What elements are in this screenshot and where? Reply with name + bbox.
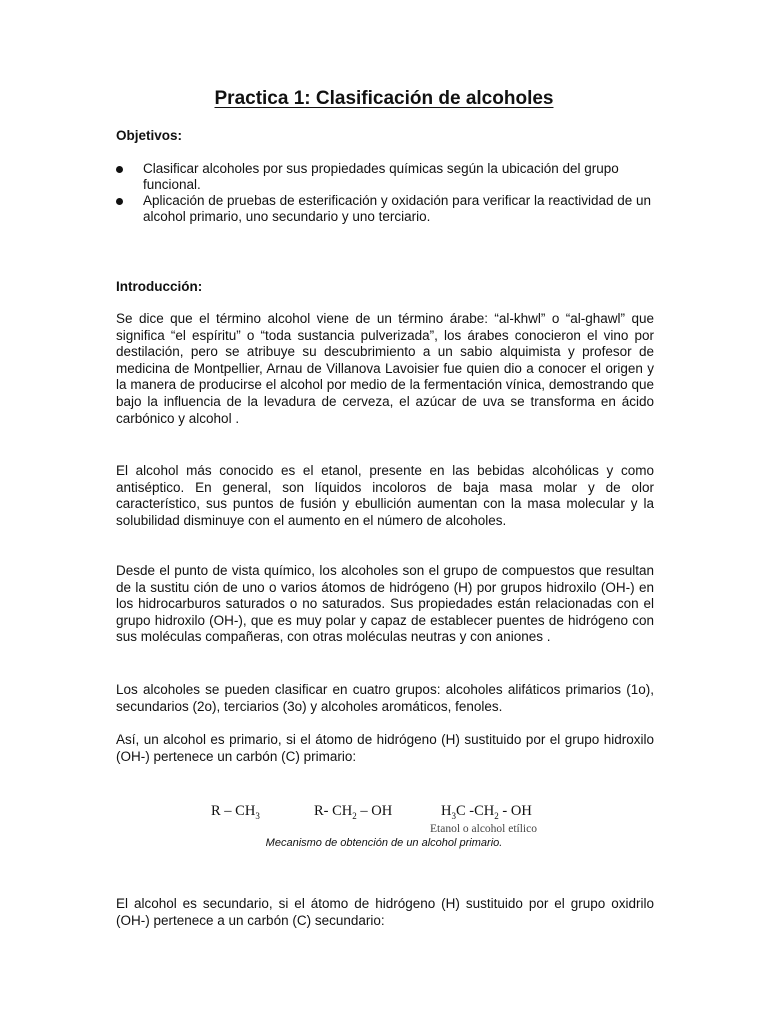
- formula-primary-alcohol: R- $CH_2$ – OH: [314, 803, 393, 821]
- paragraph: Los alcoholes se pueden clasificar en cuatro grupos: alcoholes alifáticos primarios (1o), secundarios (2o), terciarios (3o) y alcoholes aromáticos, fenoles.: [116, 682, 654, 714]
- page-title-text: Practica 1: Clasificación de alcoholes: [214, 88, 554, 109]
- list-item-text: Clasificar alcoholes por sus propiedades químicas según la ubicación del grupo funcional.: [143, 161, 619, 192]
- bullet-icon: [116, 166, 123, 173]
- formula-ethanol: $H_3C$ $-CH_2$ - OH: [441, 803, 532, 821]
- paragraph: Se dice que el término alcohol viene de un término árabe: “al-khwl” o “al-ghawl” que significa “el espíritu” o “toda sustancia pulverizada”, los árabes conocieron el vino por destilación, pero se atribuye su descubrimiento a un sabio alquimista y profesor de medicina de Montpellier, Arnau de Villanova Lavoisier fue quien dio a conocer el origen y la manera de producirse el alcohol por medio de la fermentación vínica, demostrando que bajo la influencia de la levadura de cerveza, el azúcar de uva se transforma en ácido carbónico y alcohol .: [116, 311, 654, 426]
- objetivos-heading: Objetivos:: [116, 128, 183, 143]
- list-item: [116, 193, 661, 225]
- paragraph: El alcohol es secundario, si el átomo de hidrógeno (H) sustituido por el grupo oxidrilo (OH-) pertenece a un carbón (C) secundario:: [116, 896, 654, 928]
- objetivos-list: [116, 161, 661, 225]
- paragraph: Desde el punto de vista químico, los alcoholes son el grupo de compuestos que resultan de la sustitu ción de uno o varios átomos de hidrógeno (H) por grupos hidroxilo (OH-) en los hidrocarburos saturados o no saturados. Sus propiedades están relacionadas con el grupo hidroxilo (OH-), que es muy polar y capaz de establecer puentes de hidrógeno con sus moléculas compañeras, con otras moléculas neutras y con aniones .: [116, 563, 654, 645]
- list-item: [116, 161, 661, 193]
- formula-alkane: R – $CH_3$: [211, 803, 260, 821]
- bullet-icon: [116, 198, 123, 205]
- paragraph: Así, un alcohol es primario, si el átomo de hidrógeno (H) sustituido por el grupo hidroxilo (OH-) pertenece un carbón (C) primario:: [116, 732, 654, 764]
- introduccion-heading: Introducción:: [116, 279, 203, 294]
- page-title: [0, 88, 768, 110]
- figure-caption: Mecanismo de obtención de un alcohol primario.: [265, 837, 503, 849]
- paragraph: El alcohol más conocido es el etanol, presente en las bebidas alcohólicas y como antiséptico. En general, son líquidos incoloros de baja masa molar y de olor característico, sus puntos de fusión y ebullición aumentan con la masa molecular y la solubilidad disminuye con el aumento en el número de alcoholes.: [116, 463, 654, 528]
- ethanol-label: Etanol o alcohol etílico: [430, 823, 537, 835]
- list-item-text: Aplicación de pruebas de esterificación y oxidación para verificar la reactividad de un alcohol primario, uno secundario y uno terciario.: [143, 193, 652, 224]
